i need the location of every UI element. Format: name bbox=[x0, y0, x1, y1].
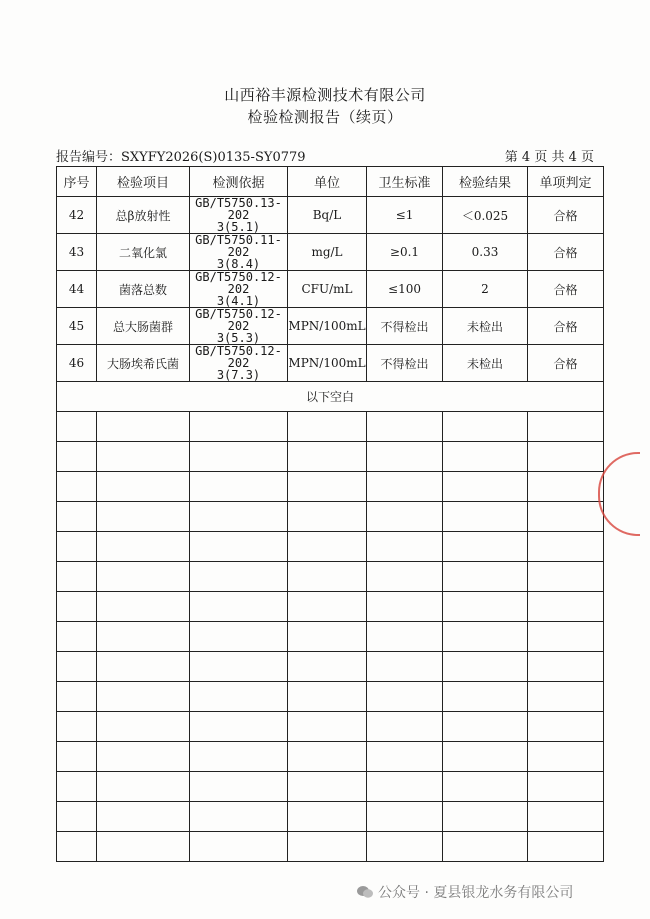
empty-cell bbox=[443, 442, 528, 472]
cell-judgement: 合格 bbox=[528, 271, 604, 308]
empty-cell bbox=[443, 592, 528, 622]
empty-cell bbox=[528, 802, 604, 832]
empty-cell bbox=[443, 532, 528, 562]
basis-line: GB/T5750.12-202 bbox=[195, 307, 282, 333]
empty-cell bbox=[528, 652, 604, 682]
empty-cell bbox=[288, 712, 367, 742]
empty-cell bbox=[367, 442, 443, 472]
blank-note: 以下空白 bbox=[57, 382, 604, 412]
empty-cell bbox=[443, 802, 528, 832]
empty-cell bbox=[443, 562, 528, 592]
basis-line: GB/T5750.12-202 bbox=[195, 270, 282, 296]
cell-basis bbox=[190, 197, 288, 234]
empty-cell bbox=[288, 652, 367, 682]
empty-cell bbox=[97, 742, 190, 772]
empty-cell bbox=[443, 412, 528, 442]
column-header-judgement: 单项判定 bbox=[528, 167, 604, 197]
empty-row bbox=[57, 772, 604, 802]
cell-unit: mg/L bbox=[288, 234, 367, 271]
empty-row bbox=[57, 412, 604, 442]
empty-cell bbox=[190, 712, 288, 742]
basis-line: 3(4.1) bbox=[216, 294, 261, 308]
blank-note-row bbox=[57, 382, 604, 412]
empty-cell bbox=[367, 472, 443, 502]
empty-cell bbox=[288, 532, 367, 562]
empty-cell bbox=[443, 652, 528, 682]
empty-cell bbox=[288, 682, 367, 712]
empty-cell bbox=[443, 742, 528, 772]
cell-result: 0.33 bbox=[443, 234, 528, 271]
empty-cell bbox=[190, 772, 288, 802]
empty-cell bbox=[97, 502, 190, 532]
basis-line: GB/T5750.11-202 bbox=[195, 233, 282, 259]
empty-cell bbox=[528, 412, 604, 442]
cell-basis bbox=[190, 345, 288, 382]
empty-row bbox=[57, 622, 604, 652]
empty-cell bbox=[190, 502, 288, 532]
empty-cell bbox=[367, 562, 443, 592]
wechat-icon bbox=[356, 885, 374, 899]
cell-unit: CFU/mL bbox=[288, 271, 367, 308]
empty-cell bbox=[443, 502, 528, 532]
empty-row bbox=[57, 802, 604, 832]
empty-cell bbox=[288, 592, 367, 622]
column-header-basis: 检测依据 bbox=[190, 167, 288, 197]
empty-cell bbox=[528, 532, 604, 562]
empty-cell bbox=[97, 532, 190, 562]
cell-judgement: 合格 bbox=[528, 234, 604, 271]
cell-no: 46 bbox=[57, 345, 97, 382]
table-row bbox=[57, 234, 604, 271]
empty-cell bbox=[190, 652, 288, 682]
cell-judgement: 合格 bbox=[528, 197, 604, 234]
empty-cell bbox=[367, 502, 443, 532]
empty-cell bbox=[288, 832, 367, 862]
empty-cell bbox=[443, 832, 528, 862]
empty-cell bbox=[528, 712, 604, 742]
cell-no: 44 bbox=[57, 271, 97, 308]
cell-unit: MPN/100mL bbox=[288, 345, 367, 382]
cell-basis bbox=[190, 234, 288, 271]
empty-cell bbox=[288, 562, 367, 592]
empty-cell bbox=[367, 802, 443, 832]
report-number: 报告编号：SXYFY2026(S)0135-SY0779 bbox=[56, 150, 306, 165]
empty-cell bbox=[190, 412, 288, 442]
basis-line: 3(8.4) bbox=[216, 257, 261, 271]
empty-cell bbox=[528, 472, 604, 502]
empty-cell bbox=[97, 442, 190, 472]
cell-item: 菌落总数 bbox=[97, 271, 190, 308]
empty-cell bbox=[57, 472, 97, 502]
empty-cell bbox=[288, 502, 367, 532]
empty-cell bbox=[528, 832, 604, 862]
empty-cell bbox=[288, 772, 367, 802]
empty-cell bbox=[97, 622, 190, 652]
table-row bbox=[57, 308, 604, 345]
empty-cell bbox=[528, 742, 604, 772]
empty-cell bbox=[97, 712, 190, 742]
empty-row bbox=[57, 472, 604, 502]
empty-cell bbox=[57, 682, 97, 712]
cell-item: 二氧化氯 bbox=[97, 234, 190, 271]
cell-item: 总β放射性 bbox=[97, 197, 190, 234]
cell-result: ＜0.025 bbox=[443, 197, 528, 234]
empty-cell bbox=[367, 742, 443, 772]
cell-standard: 不得检出 bbox=[367, 345, 443, 382]
cell-standard: 不得检出 bbox=[367, 308, 443, 345]
empty-row bbox=[57, 502, 604, 532]
empty-cell bbox=[190, 562, 288, 592]
empty-cell bbox=[367, 592, 443, 622]
empty-row bbox=[57, 532, 604, 562]
cell-judgement: 合格 bbox=[528, 308, 604, 345]
empty-cell bbox=[57, 442, 97, 472]
empty-cell bbox=[367, 832, 443, 862]
empty-cell bbox=[57, 652, 97, 682]
empty-cell bbox=[528, 562, 604, 592]
empty-cell bbox=[443, 622, 528, 652]
cell-judgement: 合格 bbox=[528, 345, 604, 382]
empty-cell bbox=[288, 742, 367, 772]
cell-standard: ≤1 bbox=[367, 197, 443, 234]
empty-cell bbox=[528, 622, 604, 652]
cell-item: 大肠埃希氏菌 bbox=[97, 345, 190, 382]
cell-unit: Bq/L bbox=[288, 197, 367, 234]
empty-cell bbox=[288, 472, 367, 502]
empty-cell bbox=[57, 622, 97, 652]
empty-cell bbox=[57, 562, 97, 592]
cell-standard: ≤100 bbox=[367, 271, 443, 308]
empty-cell bbox=[367, 772, 443, 802]
empty-cell bbox=[57, 772, 97, 802]
empty-row bbox=[57, 592, 604, 622]
empty-cell bbox=[57, 832, 97, 862]
empty-cell bbox=[367, 712, 443, 742]
watermark bbox=[356, 882, 573, 902]
empty-row bbox=[57, 832, 604, 862]
empty-cell bbox=[57, 592, 97, 622]
column-header-standard: 卫生标准 bbox=[367, 167, 443, 197]
empty-cell bbox=[57, 712, 97, 742]
empty-cell bbox=[288, 622, 367, 652]
cell-no: 45 bbox=[57, 308, 97, 345]
empty-cell bbox=[97, 472, 190, 502]
empty-cell bbox=[528, 502, 604, 532]
empty-row bbox=[57, 682, 604, 712]
empty-cell bbox=[367, 682, 443, 712]
empty-cell bbox=[97, 652, 190, 682]
empty-cell bbox=[190, 592, 288, 622]
empty-cell bbox=[97, 592, 190, 622]
page-number: 第 4 页 共 4 页 bbox=[504, 150, 594, 165]
cell-no: 43 bbox=[57, 234, 97, 271]
cell-result: 未检出 bbox=[443, 308, 528, 345]
empty-cell bbox=[528, 772, 604, 802]
empty-cell bbox=[57, 742, 97, 772]
empty-cell bbox=[190, 742, 288, 772]
cell-result: 未检出 bbox=[443, 345, 528, 382]
watermark-text: 公众号 · 夏县银龙水务有限公司 bbox=[378, 885, 574, 901]
empty-cell bbox=[97, 562, 190, 592]
basis-line: 3(5.3) bbox=[216, 331, 261, 345]
report-title: 检验检测报告（续页） bbox=[247, 108, 403, 126]
empty-cell bbox=[367, 532, 443, 562]
column-header-item: 检验项目 bbox=[97, 167, 190, 197]
cell-basis bbox=[190, 308, 288, 345]
empty-cell bbox=[190, 442, 288, 472]
empty-cell bbox=[367, 412, 443, 442]
empty-cell bbox=[443, 472, 528, 502]
test-results-table bbox=[56, 166, 604, 862]
empty-cell bbox=[190, 682, 288, 712]
column-header-result: 检验结果 bbox=[443, 167, 528, 197]
cell-result: 2 bbox=[443, 271, 528, 308]
red-seal-stamp bbox=[598, 452, 640, 536]
empty-cell bbox=[528, 442, 604, 472]
empty-cell bbox=[443, 772, 528, 802]
empty-cell bbox=[367, 622, 443, 652]
empty-cell bbox=[57, 802, 97, 832]
cell-no: 42 bbox=[57, 197, 97, 234]
empty-cell bbox=[97, 772, 190, 802]
empty-cell bbox=[288, 442, 367, 472]
empty-cell bbox=[443, 682, 528, 712]
empty-row bbox=[57, 562, 604, 592]
empty-cell bbox=[443, 712, 528, 742]
empty-cell bbox=[288, 802, 367, 832]
company-name: 山西裕丰源检测技术有限公司 bbox=[224, 86, 426, 104]
empty-cell bbox=[367, 652, 443, 682]
empty-cell bbox=[190, 532, 288, 562]
empty-cell bbox=[97, 832, 190, 862]
empty-row bbox=[57, 652, 604, 682]
table-row bbox=[57, 197, 604, 234]
table-header-row bbox=[57, 167, 604, 197]
column-header-unit: 单位 bbox=[288, 167, 367, 197]
empty-cell bbox=[97, 802, 190, 832]
basis-line: GB/T5750.12-202 bbox=[195, 344, 282, 370]
basis-line: 3(7.3) bbox=[216, 368, 261, 382]
column-header-no: 序号 bbox=[57, 167, 97, 197]
empty-cell bbox=[288, 412, 367, 442]
empty-cell bbox=[190, 472, 288, 502]
empty-cell bbox=[190, 622, 288, 652]
basis-line: GB/T5750.13-202 bbox=[195, 196, 282, 222]
empty-cell bbox=[97, 412, 190, 442]
empty-cell bbox=[190, 802, 288, 832]
empty-row bbox=[57, 712, 604, 742]
empty-cell bbox=[57, 502, 97, 532]
table-row bbox=[57, 345, 604, 382]
empty-cell bbox=[528, 592, 604, 622]
empty-row bbox=[57, 442, 604, 472]
empty-cell bbox=[57, 532, 97, 562]
cell-unit: MPN/100mL bbox=[288, 308, 367, 345]
empty-cell bbox=[97, 682, 190, 712]
basis-line: 3(5.1) bbox=[216, 220, 261, 234]
cell-item: 总大肠菌群 bbox=[97, 308, 190, 345]
empty-cell bbox=[57, 412, 97, 442]
table-row bbox=[57, 271, 604, 308]
empty-cell bbox=[528, 682, 604, 712]
cell-basis bbox=[190, 271, 288, 308]
empty-cell bbox=[190, 832, 288, 862]
cell-standard: ≥0.1 bbox=[367, 234, 443, 271]
empty-row bbox=[57, 742, 604, 772]
